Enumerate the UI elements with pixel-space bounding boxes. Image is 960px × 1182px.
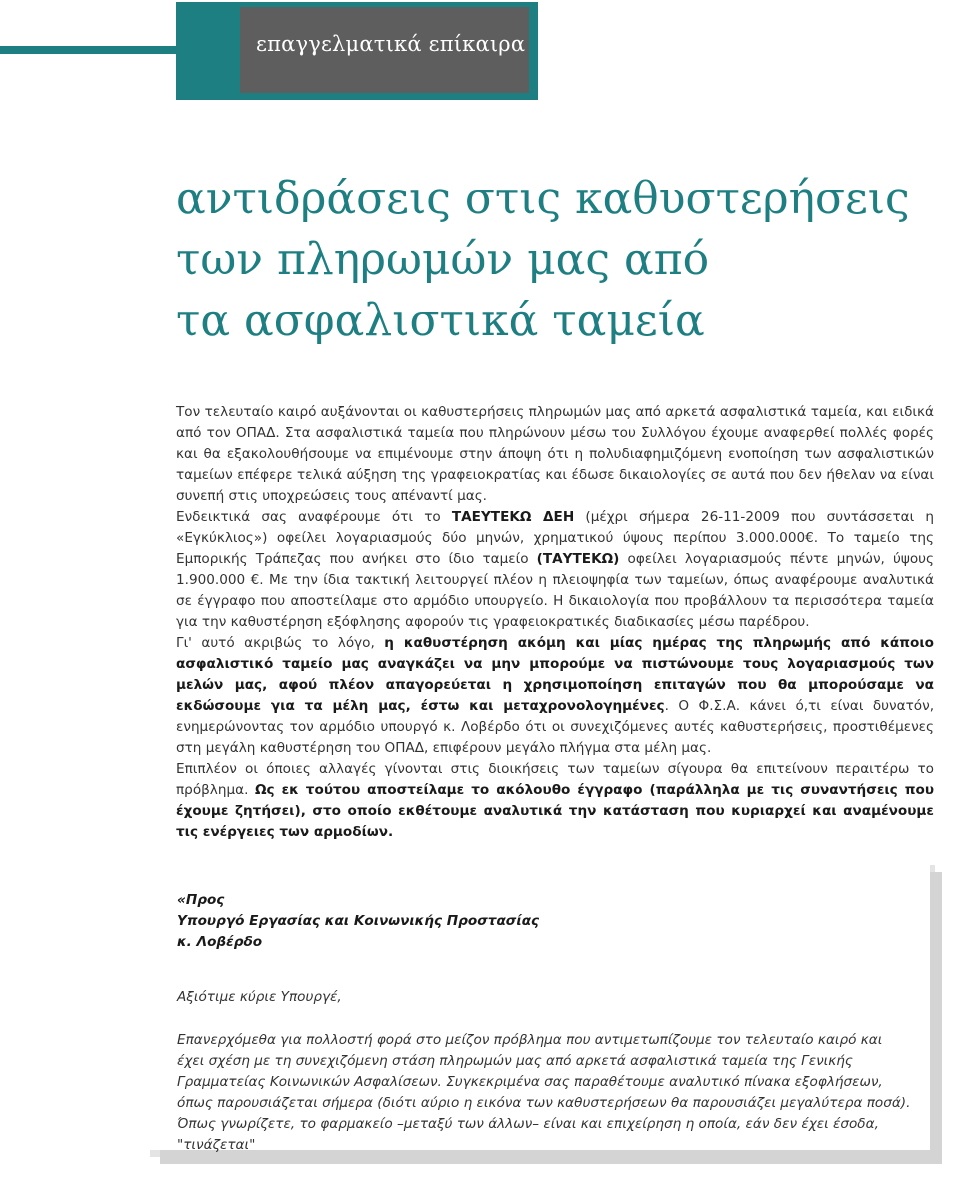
- recipient-line-2: Υπουργό Εργασίας και Κοινωνικής Προστασίας: [177, 913, 540, 929]
- paragraph-2: [176, 507, 934, 633]
- p2-text-1: Ενδεικτικά σας αναφέρουμε ότι το: [176, 509, 452, 525]
- paragraph-1: Τον τελευταίο καιρό αυξάνονται οι καθυστερήσεις πληρωμών μας από αρκετά ασφαλιστικά ταμεία, και ειδικά από τον ΟΠΑΔ. Στα ασφαλιστικά ταμεία που πληρώνουν μέσω του Συλλόγου έχουμε αναφερθεί πολλές φορές και θα εξακολουθήσουμε να επιμένουμε στην άποψη ότι η πολυδιαφημιζόμενη ενοποίηση των ασφαλιστικών ταμείων επέφερε τελικά αύξηση της γραφειοκρατίας και έδωσε δικαιολογίες σε αυτά που δεν ήθελαν να είναι συνεπή στις υποχρεώσεις τους απέναντί μας.: [176, 404, 934, 504]
- p4-text-1: Επιπλέον οι όποιες αλλαγές γίνονται στις διοικήσεις των ταμείων σίγουρα θα επιτείνουν περαιτέρω το πρόβλημα.: [176, 761, 934, 798]
- letter-paragraph-1: Επανερχόμεθα για πολλοστή φορά στο μείζον πρόβλημα που αντιμετωπίζουμε τον τελευταίο καιρό και έχει σχέση με τη συνεχιζόμενη στάση πληρωμών μας από αρκετά ασφαλιστικά ταμεία της Γενικής Γραμματείας Κοινωνικών Ασφαλίσεων. Συγκεκριμένα σας παραθέτουμε αναλυτικό πίνακα εξοφλήσεων, όπως παρουσιάζεται σήμερα (διότι αύριο η εικόνα των καθυστερήσεων θα παρουσιάζει μεγαλύτερα ποσά).: [177, 1032, 911, 1111]
- title-line-3: τα ασφαλιστικά ταμεία: [176, 295, 705, 346]
- letter-recipient: [177, 890, 912, 953]
- section-label: επαγγελματικά επίκαιρα: [256, 32, 526, 56]
- p3-text-2: . Ο Φ.Σ.Α. κάνει ό,τι είναι δυνατόν, ενημερώνοντας τον αρμόδιο υπουργό κ. Λοβέρδο ότι οι συνεχιζόμενες αυτές καθυστερήσεις, προστιθέμενες στη μεγάλη καθυστέρηση του ΟΠΑΔ, επιφέρουν μεγάλο πλήγμα στα μέλη μας.: [176, 698, 935, 756]
- p2-text-3: οφείλει λογαριασμούς πέντε μηνών, ύψους 1.900.000 €. Με την ίδια τακτική λειτουργεί πλέον η πλειοψηφία των ταμείων, όπως αναφέρουμε αναλυτικά σε έγγραφο που αποστείλαμε στο αρμόδιο υπουργείο. Η δικαιολογία που προβάλλουν τα περισσότερα ταμεία για την καθυστέρηση εξόφλησης αφορούν τις γραφειοκρατικές διαδικασίες μέσω παρέδρου.: [176, 551, 934, 630]
- p2-text-2: (μέχρι σήμερα 26-11-2009 που συντάσσεται η «Εγκύκλιος») οφείλει λογαριασμούς δύο μηνών, χρηματικού ύψους περίπου 3.000.000€. Το ταμείο της Εμπορικής Τράπεζας που ανήκει στο ίδιο ταμείο: [176, 509, 934, 567]
- article-body: [176, 402, 934, 843]
- article-title: [176, 168, 936, 351]
- letter-body: [177, 1030, 912, 1156]
- letter-salutation: Αξιότιμε κύριε Υπουργέ,: [177, 989, 342, 1005]
- letter-box: [145, 858, 930, 1153]
- letter-paragraph-2: Όπως γνωρίζετε, το φαρμακείο –μεταξύ των άλλων– είναι και επιχείρηση η οποία, εάν δεν έχει έσοδα, "τινάζεται": [177, 1116, 879, 1153]
- title-line-2: των πληρωμών μας από: [176, 234, 710, 285]
- p2-bold-1: ΤΑΕΥΤΕΚΩ ΔΕΗ: [451, 509, 575, 525]
- paragraph-3: [176, 633, 934, 759]
- p4-bold-1: Ως εκ τούτου αποστείλαμε το ακόλουθο έγγραφο (παράλληλα με τις συναντήσεις που έχουμε ζητήσει), στο οποίο εκθέτουμε αναλυτικά την κατάσταση που κυριαρχεί και αναμένουμε τις ενέργειες των αρμοδίων.: [176, 782, 935, 840]
- paragraph-4: [176, 759, 934, 843]
- title-line-1: αντιδράσεις στις καθυστερήσεις: [176, 173, 910, 224]
- recipient-line-3: κ. Λοβέρδο: [177, 934, 263, 950]
- p3-text-1: Γι' αυτό ακριβώς το λόγο,: [176, 635, 385, 651]
- recipient-line-1: «Προς: [177, 892, 225, 908]
- p3-bold-1: η καθυστέρηση ακόμη και μίας ημέρας της πληρωμής από κάποιο ασφαλιστικό ταμείο μας αναγκάζει να μην μπορούμε να πιστώνουμε τους λογαριασμούς των μελών μας, αφού πλέον απαγορεύεται η χρησιμοποίηση επιταγών που θα μπορούσαμε να εκδώσουμε για τα μέλη μας, έστω και μεταχρονολογημένες: [176, 635, 934, 714]
- p2-bold-2: (ΤΑΥΤΕΚΩ): [536, 551, 620, 567]
